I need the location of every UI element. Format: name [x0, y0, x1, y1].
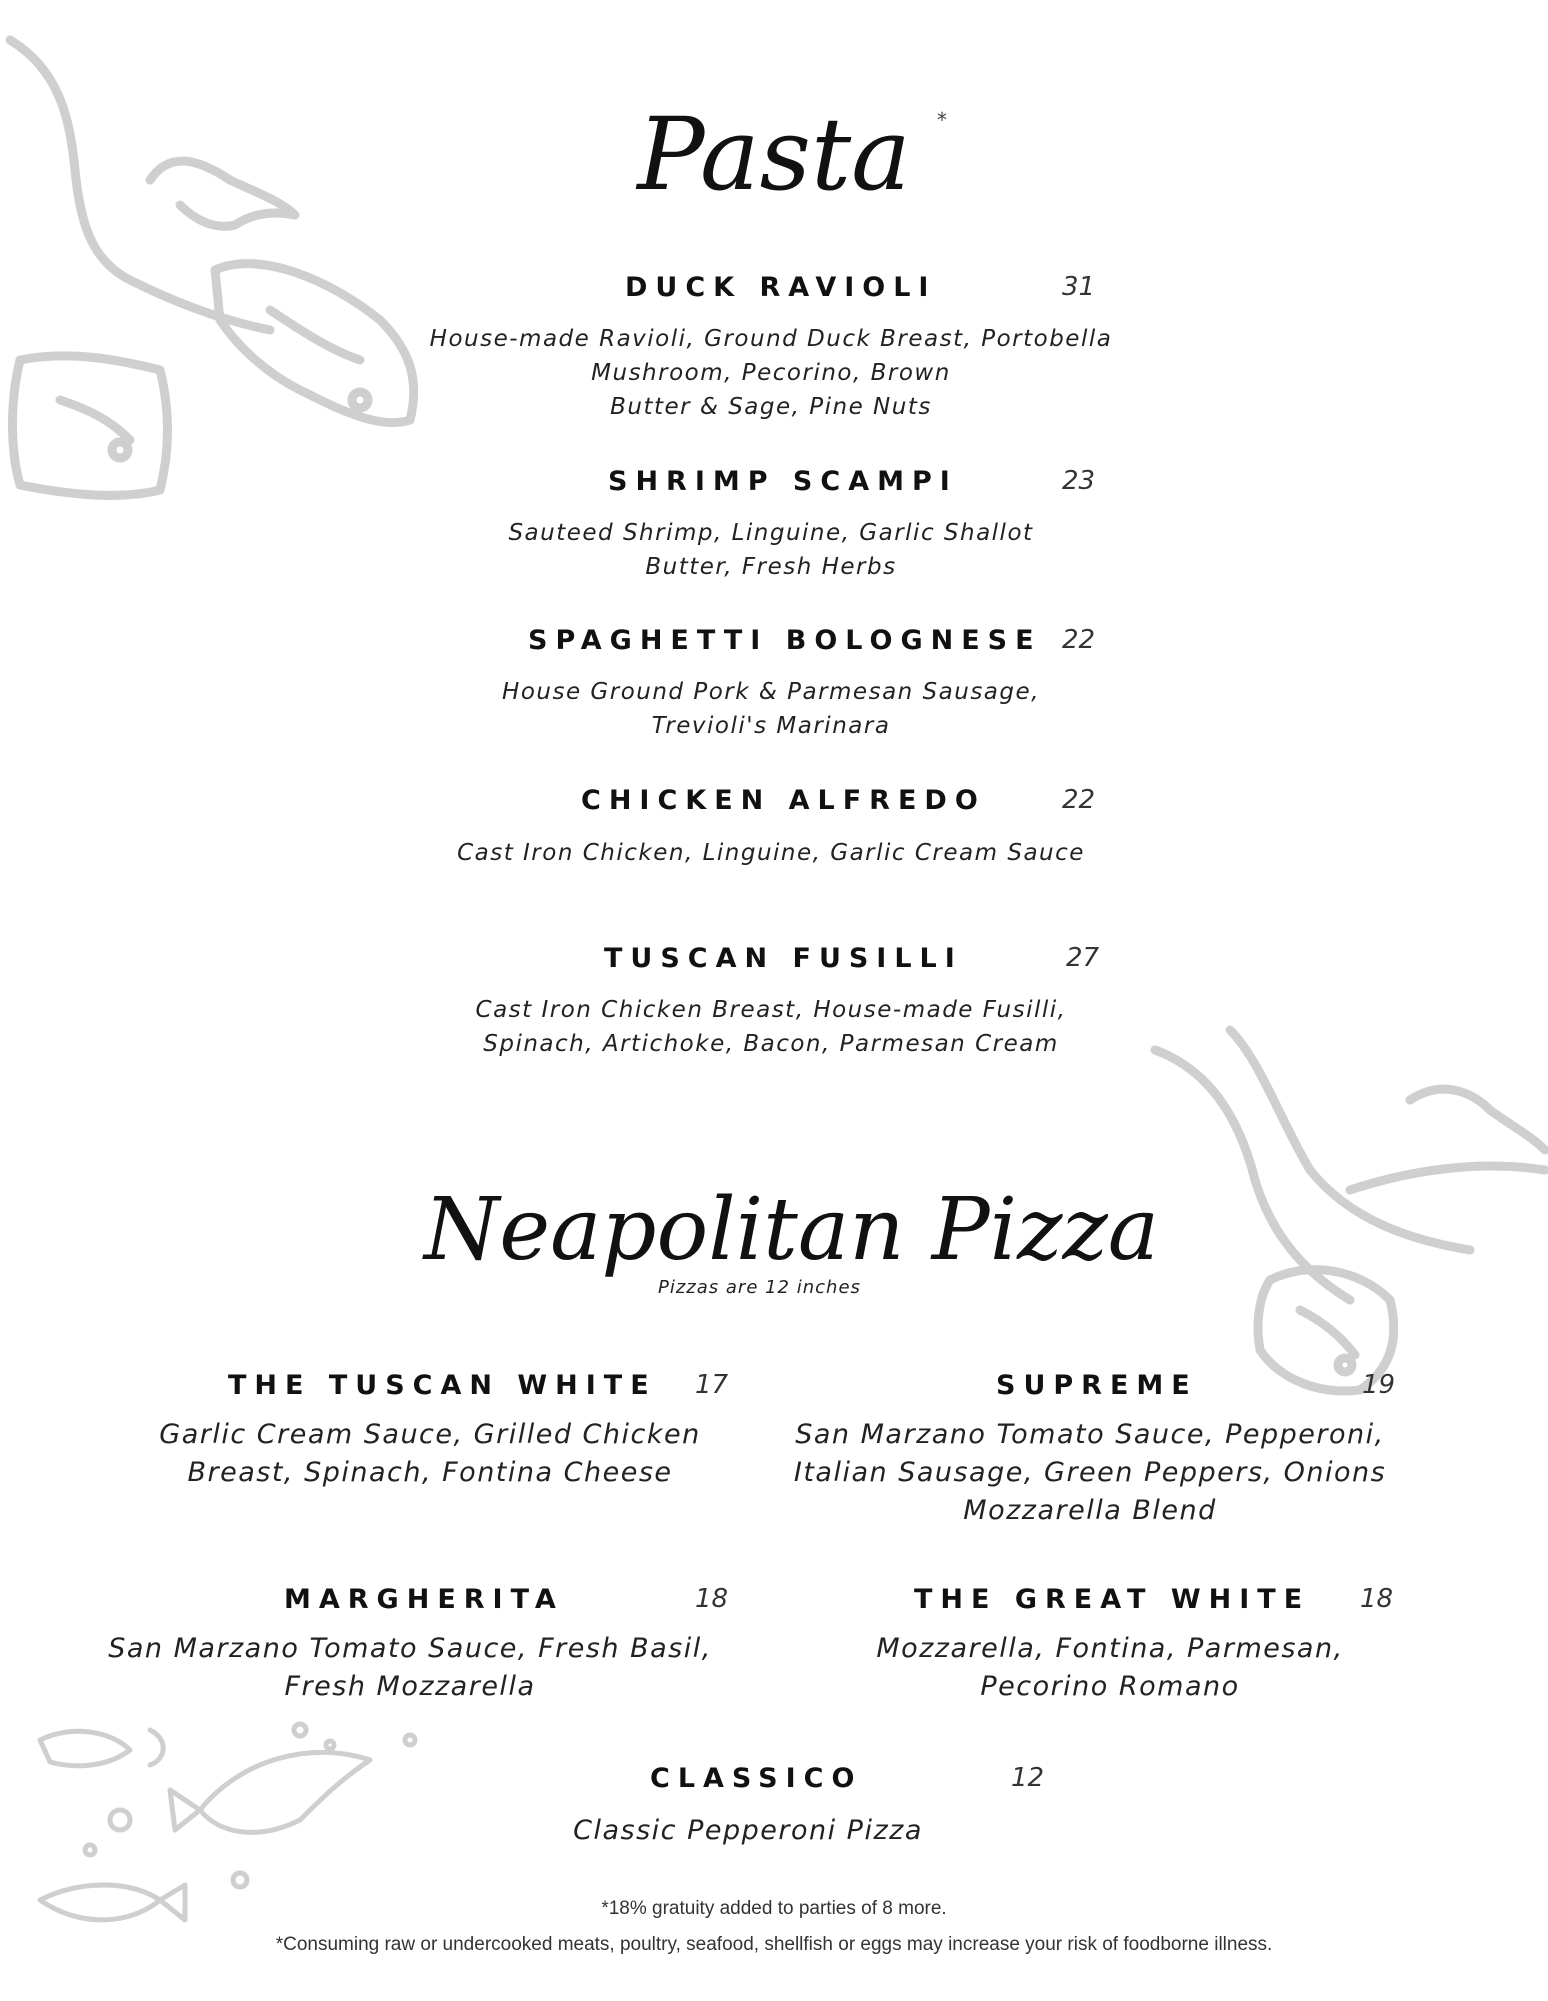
menu-item-description: House-made Ravioli, Ground Duck Breast, Portobella Mushroom, Pecorino, Brown Butter & Sage, Pine Nuts: [429, 326, 1113, 420]
menu-item-price: 31: [1062, 272, 1096, 302]
gratuity-note: *18% gratuity added to parties of 8 more.: [601, 1898, 947, 1919]
menu-item-description: Cast Iron Chicken Breast, House-made Fusilli, Spinach, Artichoke, Bacon, Parmesan Cream: [475, 997, 1067, 1057]
menu-item-price: 18: [695, 1584, 729, 1614]
menu-item-name: SPAGHETTI BOLOGNESE: [528, 625, 1042, 656]
menu-item-name: TUSCAN FUSILLI: [604, 943, 963, 974]
title-asterisk: *: [937, 108, 947, 132]
pasta-section-title: Pasta: [637, 96, 911, 213]
menu-item-price: 19: [1362, 1370, 1396, 1400]
menu-item-description: Sauteed Shrimp, Linguine, Garlic Shallot Butter, Fresh Herbs: [508, 520, 1034, 580]
menu-item-name: THE GREAT WHITE: [914, 1584, 1311, 1615]
menu-item-description: Garlic Cream Sauce, Grilled Chicken Breast, Spinach, Fontina Cheese: [159, 1419, 701, 1488]
menu-item-name: CLASSICO: [650, 1763, 863, 1794]
menu-item-price: 27: [1066, 943, 1100, 973]
stingray-illustration-right: [1150, 1000, 1548, 1400]
menu-item-name: SHRIMP SCAMPI: [608, 466, 958, 497]
menu-item-price: 22: [1062, 785, 1096, 815]
menu-item-name: THE TUSCAN WHITE: [228, 1370, 657, 1401]
menu-item-price: 18: [1360, 1584, 1394, 1614]
pizza-section-title: Neapolitan Pizza: [424, 1180, 1160, 1280]
pizza-size-note: Pizzas are 12 inches: [658, 1277, 861, 1298]
stingray-illustration-top-left: [0, 30, 440, 510]
menu-item-description: San Marzano Tomato Sauce, Fresh Basil, Fresh Mozzarella: [108, 1633, 712, 1702]
menu-item-description: San Marzano Tomato Sauce, Pepperoni, Italian Sausage, Green Peppers, Onions Mozzarella Blend: [793, 1419, 1387, 1526]
menu-item-description: Cast Iron Chicken, Linguine, Garlic Cream Sauce: [457, 840, 1085, 866]
menu-item-price: 22: [1062, 625, 1096, 655]
menu-item-name: CHICKEN ALFREDO: [581, 785, 986, 816]
menu-item-description: Classic Pepperoni Pizza: [573, 1815, 923, 1846]
menu-item-name: MARGHERITA: [284, 1584, 564, 1615]
menu-item-description: House Ground Pork & Parmesan Sausage, Trevioli's Marinara: [502, 679, 1040, 739]
menu-item-price: 12: [1011, 1763, 1045, 1793]
food-safety-warning: *Consuming raw or undercooked meats, poultry, seafood, shellfish or eggs may increase your risk of foodborne illness.: [275, 1934, 1273, 1955]
menu-item-price: 17: [695, 1370, 729, 1400]
menu-item-name: SUPREME: [996, 1370, 1198, 1401]
menu-item-description: Mozzarella, Fontina, Parmesan, Pecorino Romano: [876, 1633, 1344, 1702]
fish-illustration-bottom-left: [0, 1700, 470, 1960]
menu-item-name: DUCK RAVIOLI: [625, 272, 937, 303]
menu-item-price: 23: [1062, 466, 1096, 496]
